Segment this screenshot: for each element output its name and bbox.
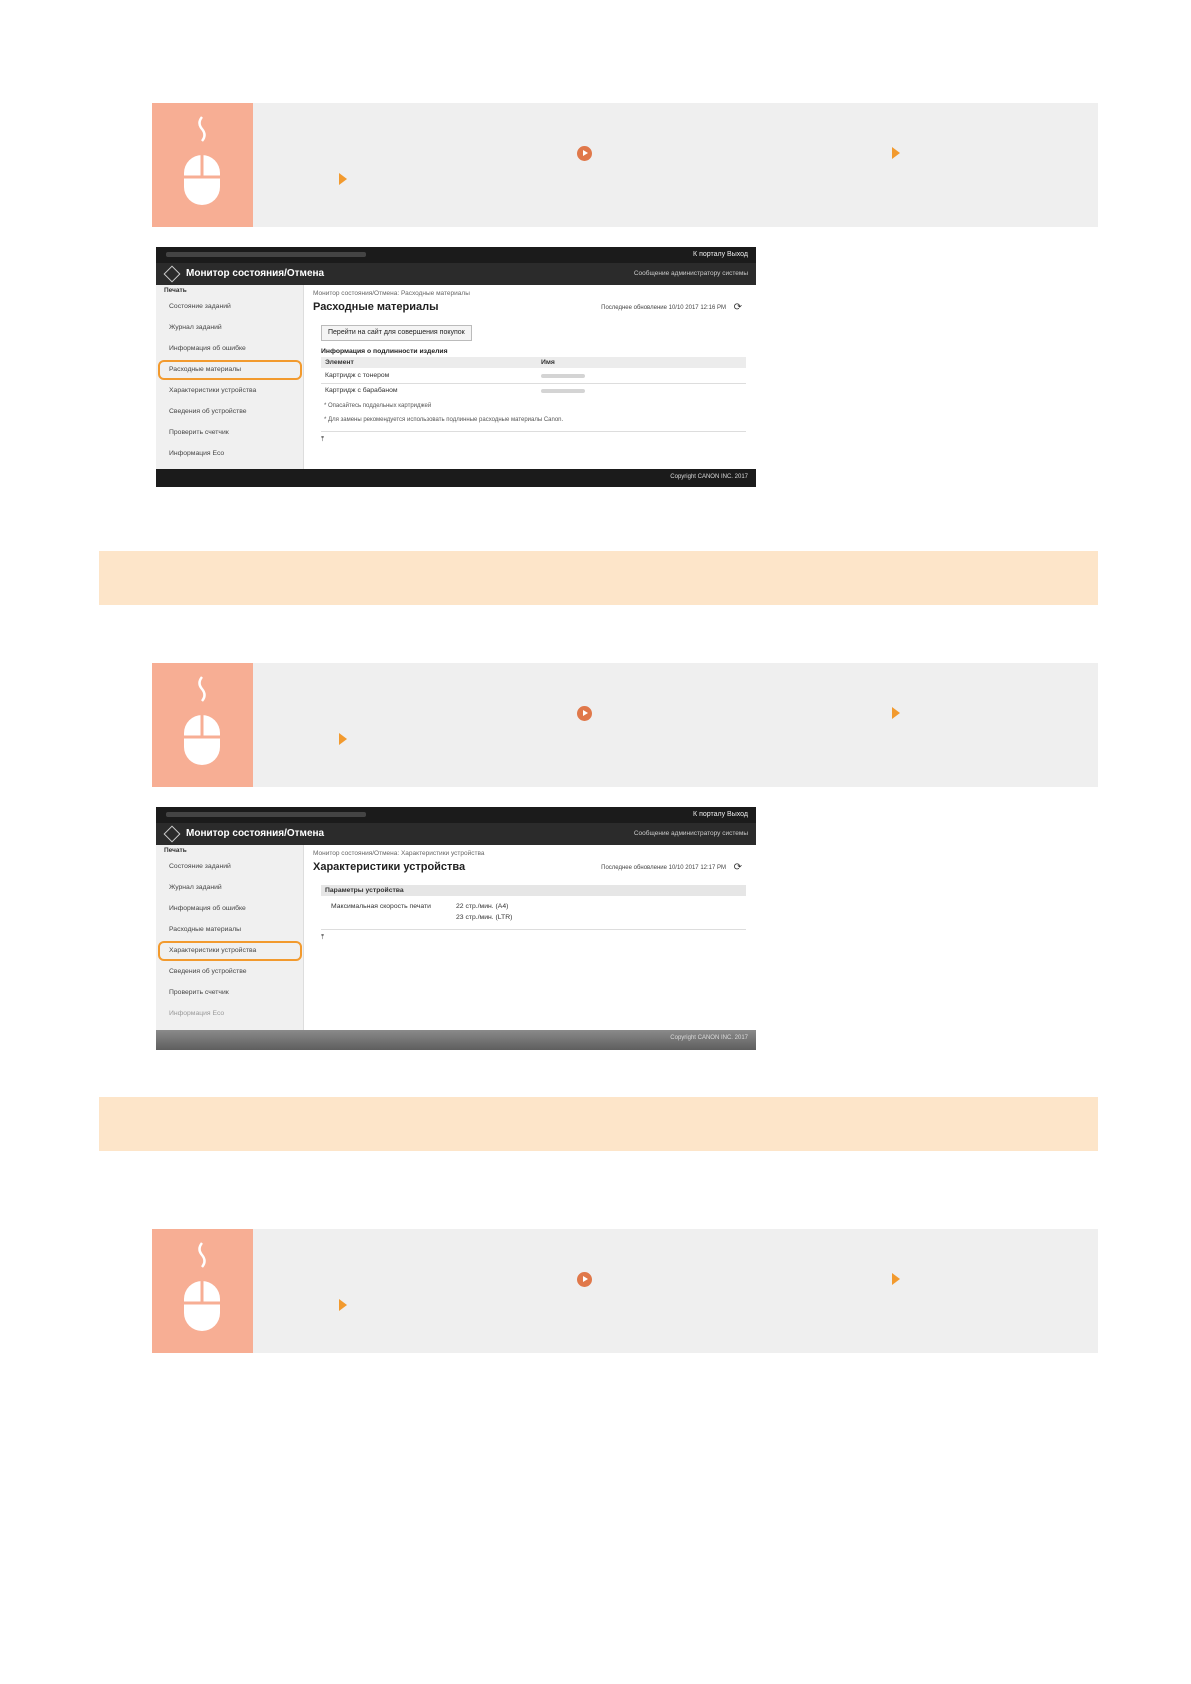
sidebar-item-device-info[interactable]: Сведения об устройстве bbox=[169, 408, 247, 415]
supplies-screenshot bbox=[156, 247, 756, 506]
arrow-right-icon bbox=[892, 147, 900, 159]
device-features-screenshot bbox=[156, 807, 756, 1050]
arrow-right-icon bbox=[892, 1273, 900, 1285]
sidebar-item-device-features[interactable]: Характеристики устройства bbox=[169, 387, 257, 394]
page-title: Характеристики устройства bbox=[313, 861, 466, 873]
refresh-icon[interactable]: ⟳ bbox=[733, 302, 742, 313]
sidebar-item-device-info[interactable]: Сведения об устройстве bbox=[169, 968, 247, 975]
highlight-frame bbox=[158, 941, 302, 961]
table-header bbox=[321, 357, 746, 368]
logo-icon bbox=[164, 266, 181, 283]
arrow-right-icon bbox=[339, 733, 347, 745]
logo-icon bbox=[164, 826, 181, 843]
note: * Опасайтесь поддельных картриджей bbox=[324, 403, 432, 409]
sidebar-head: Печать bbox=[164, 847, 187, 854]
col-item: Элемент bbox=[325, 359, 354, 366]
blurred-value bbox=[541, 374, 585, 378]
top-bar bbox=[156, 807, 756, 823]
mouse-icon bbox=[152, 103, 253, 227]
shop-button[interactable]: Перейти на сайт для совершения покупок bbox=[321, 325, 472, 341]
mouse-icon bbox=[152, 663, 253, 787]
refresh-icon[interactable]: ⟳ bbox=[733, 862, 742, 873]
sidebar bbox=[156, 285, 304, 486]
sidebar-item-job-log[interactable]: Журнал заданий bbox=[169, 324, 222, 331]
sidebar-item-counter[interactable]: Проверить счетчик bbox=[169, 989, 229, 996]
to-top-icon[interactable]: ⤒ bbox=[321, 934, 325, 941]
speed-ltr: 23 стр./мин. (LTR) bbox=[456, 914, 513, 921]
breadcrumb: Монитор состояния/Отмена: Расходные материалы bbox=[313, 290, 470, 297]
app-title: Монитор состояния/Отмена bbox=[186, 828, 325, 839]
portal-logout-links[interactable]: К порталу Выход bbox=[693, 811, 748, 818]
arrow-circle-icon bbox=[577, 1272, 592, 1287]
main-content bbox=[306, 285, 756, 486]
highlight-frame bbox=[158, 360, 302, 380]
sidebar-item-error-info[interactable]: Информация об ошибке bbox=[169, 345, 246, 352]
speed-label: Максимальная скорость печати bbox=[331, 903, 431, 910]
footer bbox=[156, 1030, 756, 1050]
arrow-right-icon bbox=[339, 1299, 347, 1311]
to-top-icon[interactable]: ⤒ bbox=[321, 436, 325, 443]
main-content bbox=[306, 845, 756, 1030]
arrow-right-icon bbox=[892, 707, 900, 719]
mouse-icon bbox=[152, 1229, 253, 1353]
arrow-circle-icon bbox=[577, 146, 592, 161]
table-row: Картридж с барабаном bbox=[325, 387, 398, 394]
sidebar-item-job-status[interactable]: Состояние заданий bbox=[169, 303, 231, 310]
sidebar-item-consumables[interactable]: Расходные материалы bbox=[169, 926, 242, 933]
sidebar-item-eco[interactable]: Информация Eco bbox=[169, 450, 225, 457]
sidebar-item-consumables[interactable]: Расходные материалы bbox=[169, 366, 242, 373]
instruction-step bbox=[152, 663, 1098, 787]
section-band bbox=[99, 1097, 1098, 1151]
page-title: Расходные материалы bbox=[313, 301, 439, 313]
arrow-right-icon bbox=[339, 173, 347, 185]
instruction-step bbox=[152, 103, 1098, 227]
sidebar-item-job-log[interactable]: Журнал заданий bbox=[169, 884, 222, 891]
top-bar bbox=[156, 247, 756, 263]
last-updated: Последнее обновление 10/10 2017 12:17 PM bbox=[601, 865, 726, 871]
blurred-value bbox=[541, 389, 585, 393]
sidebar-item-counter[interactable]: Проверить счетчик bbox=[169, 429, 229, 436]
sidebar-head: Печать bbox=[164, 287, 187, 294]
sidebar-item-job-status[interactable]: Состояние заданий bbox=[169, 863, 231, 870]
section-title: Информация о подлинности изделия bbox=[321, 348, 448, 355]
note: * Для замены рекомендуется использовать подлинные расходные материалы Canon. bbox=[324, 417, 564, 423]
col-name: Имя bbox=[541, 359, 555, 366]
admin-message-link[interactable]: Сообщение администратору системы bbox=[633, 270, 748, 277]
sidebar-item-error-info[interactable]: Информация об ошибке bbox=[169, 905, 246, 912]
copyright: Copyright CANON INC. 2017 bbox=[670, 1035, 748, 1041]
portal-logout-links[interactable]: К порталу Выход bbox=[693, 251, 748, 258]
title-bar bbox=[156, 823, 756, 845]
section-title: Параметры устройства bbox=[325, 887, 404, 894]
title-bar bbox=[156, 263, 756, 285]
sidebar-item-eco[interactable]: Информация Eco bbox=[169, 1010, 225, 1017]
section-band bbox=[99, 551, 1098, 605]
speed-a4: 22 стр./мин. (A4) bbox=[456, 903, 509, 910]
sidebar bbox=[156, 845, 304, 1030]
instruction-step bbox=[152, 1229, 1098, 1353]
section-header bbox=[321, 885, 746, 896]
copyright: Copyright CANON INC. 2017 bbox=[670, 474, 748, 480]
app-title: Монитор состояния/Отмена bbox=[186, 268, 325, 279]
footer bbox=[156, 469, 756, 487]
arrow-circle-icon bbox=[577, 706, 592, 721]
admin-message-link[interactable]: Сообщение администратору системы bbox=[633, 830, 748, 837]
sidebar-item-device-features[interactable]: Характеристики устройства bbox=[169, 947, 257, 954]
last-updated: Последнее обновление 10/10 2017 12:16 PM bbox=[601, 305, 726, 311]
table-row: Картридж с тонером bbox=[325, 372, 390, 379]
breadcrumb: Монитор состояния/Отмена: Характеристики устройства bbox=[313, 850, 485, 857]
